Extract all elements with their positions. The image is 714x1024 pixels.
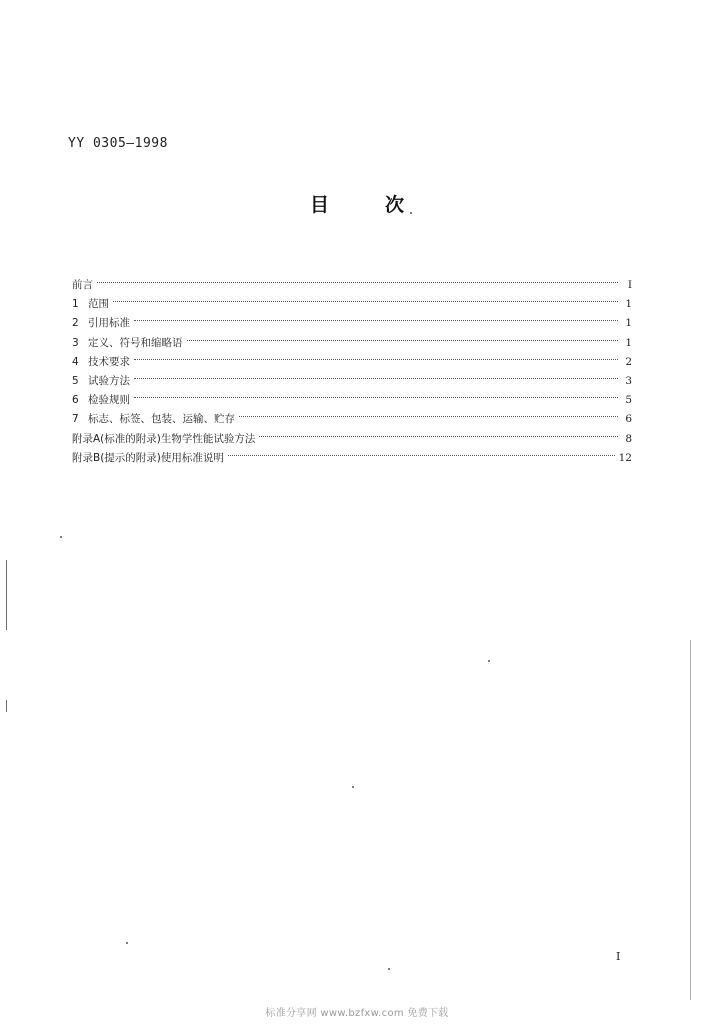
- toc-entry-page: 2: [625, 355, 632, 368]
- toc-leader-dots: [113, 301, 618, 302]
- toc-entry-annex-b[interactable]: [72, 449, 632, 468]
- toc-entry-label: 前言: [72, 279, 93, 291]
- table-of-contents: [72, 276, 632, 468]
- scan-artifact-line: [6, 560, 7, 630]
- toc-entry-scope[interactable]: [72, 295, 632, 314]
- toc-entry-marking-packaging[interactable]: [72, 410, 632, 429]
- scan-speck: [488, 660, 490, 662]
- toc-entry-technical-requirements[interactable]: [72, 353, 632, 372]
- toc-entry-page: 1: [625, 298, 632, 311]
- toc-entry-number: 1: [72, 298, 79, 311]
- toc-entry-label: 附录B(提示的附录)使用标准说明: [72, 451, 224, 464]
- toc-leader-dots: [134, 378, 618, 379]
- scan-speck: [352, 786, 354, 788]
- toc-entry-number: 3: [72, 336, 79, 349]
- page-number: Ⅰ: [616, 950, 621, 963]
- toc-entry-label: 技术要求: [88, 355, 130, 368]
- toc-entry-page: 6: [625, 413, 632, 426]
- scan-speck: [126, 942, 128, 944]
- toc-leader-dots: [239, 416, 618, 417]
- toc-leader-dots: [134, 320, 618, 321]
- toc-leader-dots: [187, 340, 619, 341]
- toc-leader-dots: [134, 359, 618, 360]
- toc-entry-foreword[interactable]: [72, 276, 632, 295]
- toc-entry-label: 标志、标签、包装、运输、贮存: [88, 413, 235, 426]
- toc-entry-number: 5: [72, 374, 79, 387]
- toc-entry-inspection-rules[interactable]: [72, 391, 632, 410]
- toc-entry-number: 7: [72, 413, 79, 426]
- scan-artifact-line: [690, 640, 691, 1000]
- toc-entry-page: 1: [625, 317, 632, 330]
- toc-entry-page: 12: [618, 451, 632, 464]
- toc-entry-page: 1: [625, 336, 632, 349]
- toc-entry-label: 检验规则: [88, 394, 130, 407]
- toc-entry-definitions[interactable]: [72, 334, 632, 353]
- toc-entry-test-methods[interactable]: [72, 372, 632, 391]
- toc-entry-label: 引用标准: [88, 317, 130, 330]
- toc-entry-page: 3: [625, 374, 632, 387]
- toc-entry-label: 范围: [88, 298, 109, 311]
- toc-entry-annex-a[interactable]: [72, 430, 632, 449]
- toc-entry-number: 4: [72, 355, 79, 368]
- footer-watermark: 标准分享网 www.bzfxw.com 免费下载: [265, 1008, 449, 1019]
- scan-artifact-line: [6, 700, 7, 712]
- toc-leader-dots: [259, 436, 618, 437]
- toc-leader-dots: [134, 397, 618, 398]
- toc-entry-number: 2: [72, 317, 79, 330]
- toc-entry-label: 定义、符号和缩略语: [88, 336, 183, 349]
- toc-leader-dots: [228, 455, 615, 456]
- toc-entry-page: 5: [625, 394, 632, 407]
- toc-leader-dots: [97, 282, 618, 283]
- toc-entry-number: 6: [72, 394, 79, 407]
- toc-entry-page: Ⅰ: [627, 279, 632, 291]
- scan-speck: [410, 212, 412, 214]
- toc-title: [0, 190, 714, 217]
- scan-speck: [388, 968, 390, 970]
- toc-entry-label: 附录A(标准的附录)生物学性能试验方法: [72, 432, 256, 445]
- toc-title-part1: 目: [309, 194, 329, 216]
- standard-code: YY 0305—1998: [68, 136, 168, 151]
- toc-entry-normative-references[interactable]: [72, 314, 632, 333]
- scan-speck: [60, 536, 62, 538]
- toc-title-part2: 次: [385, 194, 405, 216]
- toc-entry-label: 试验方法: [88, 374, 130, 387]
- toc-entry-page: 8: [625, 432, 632, 445]
